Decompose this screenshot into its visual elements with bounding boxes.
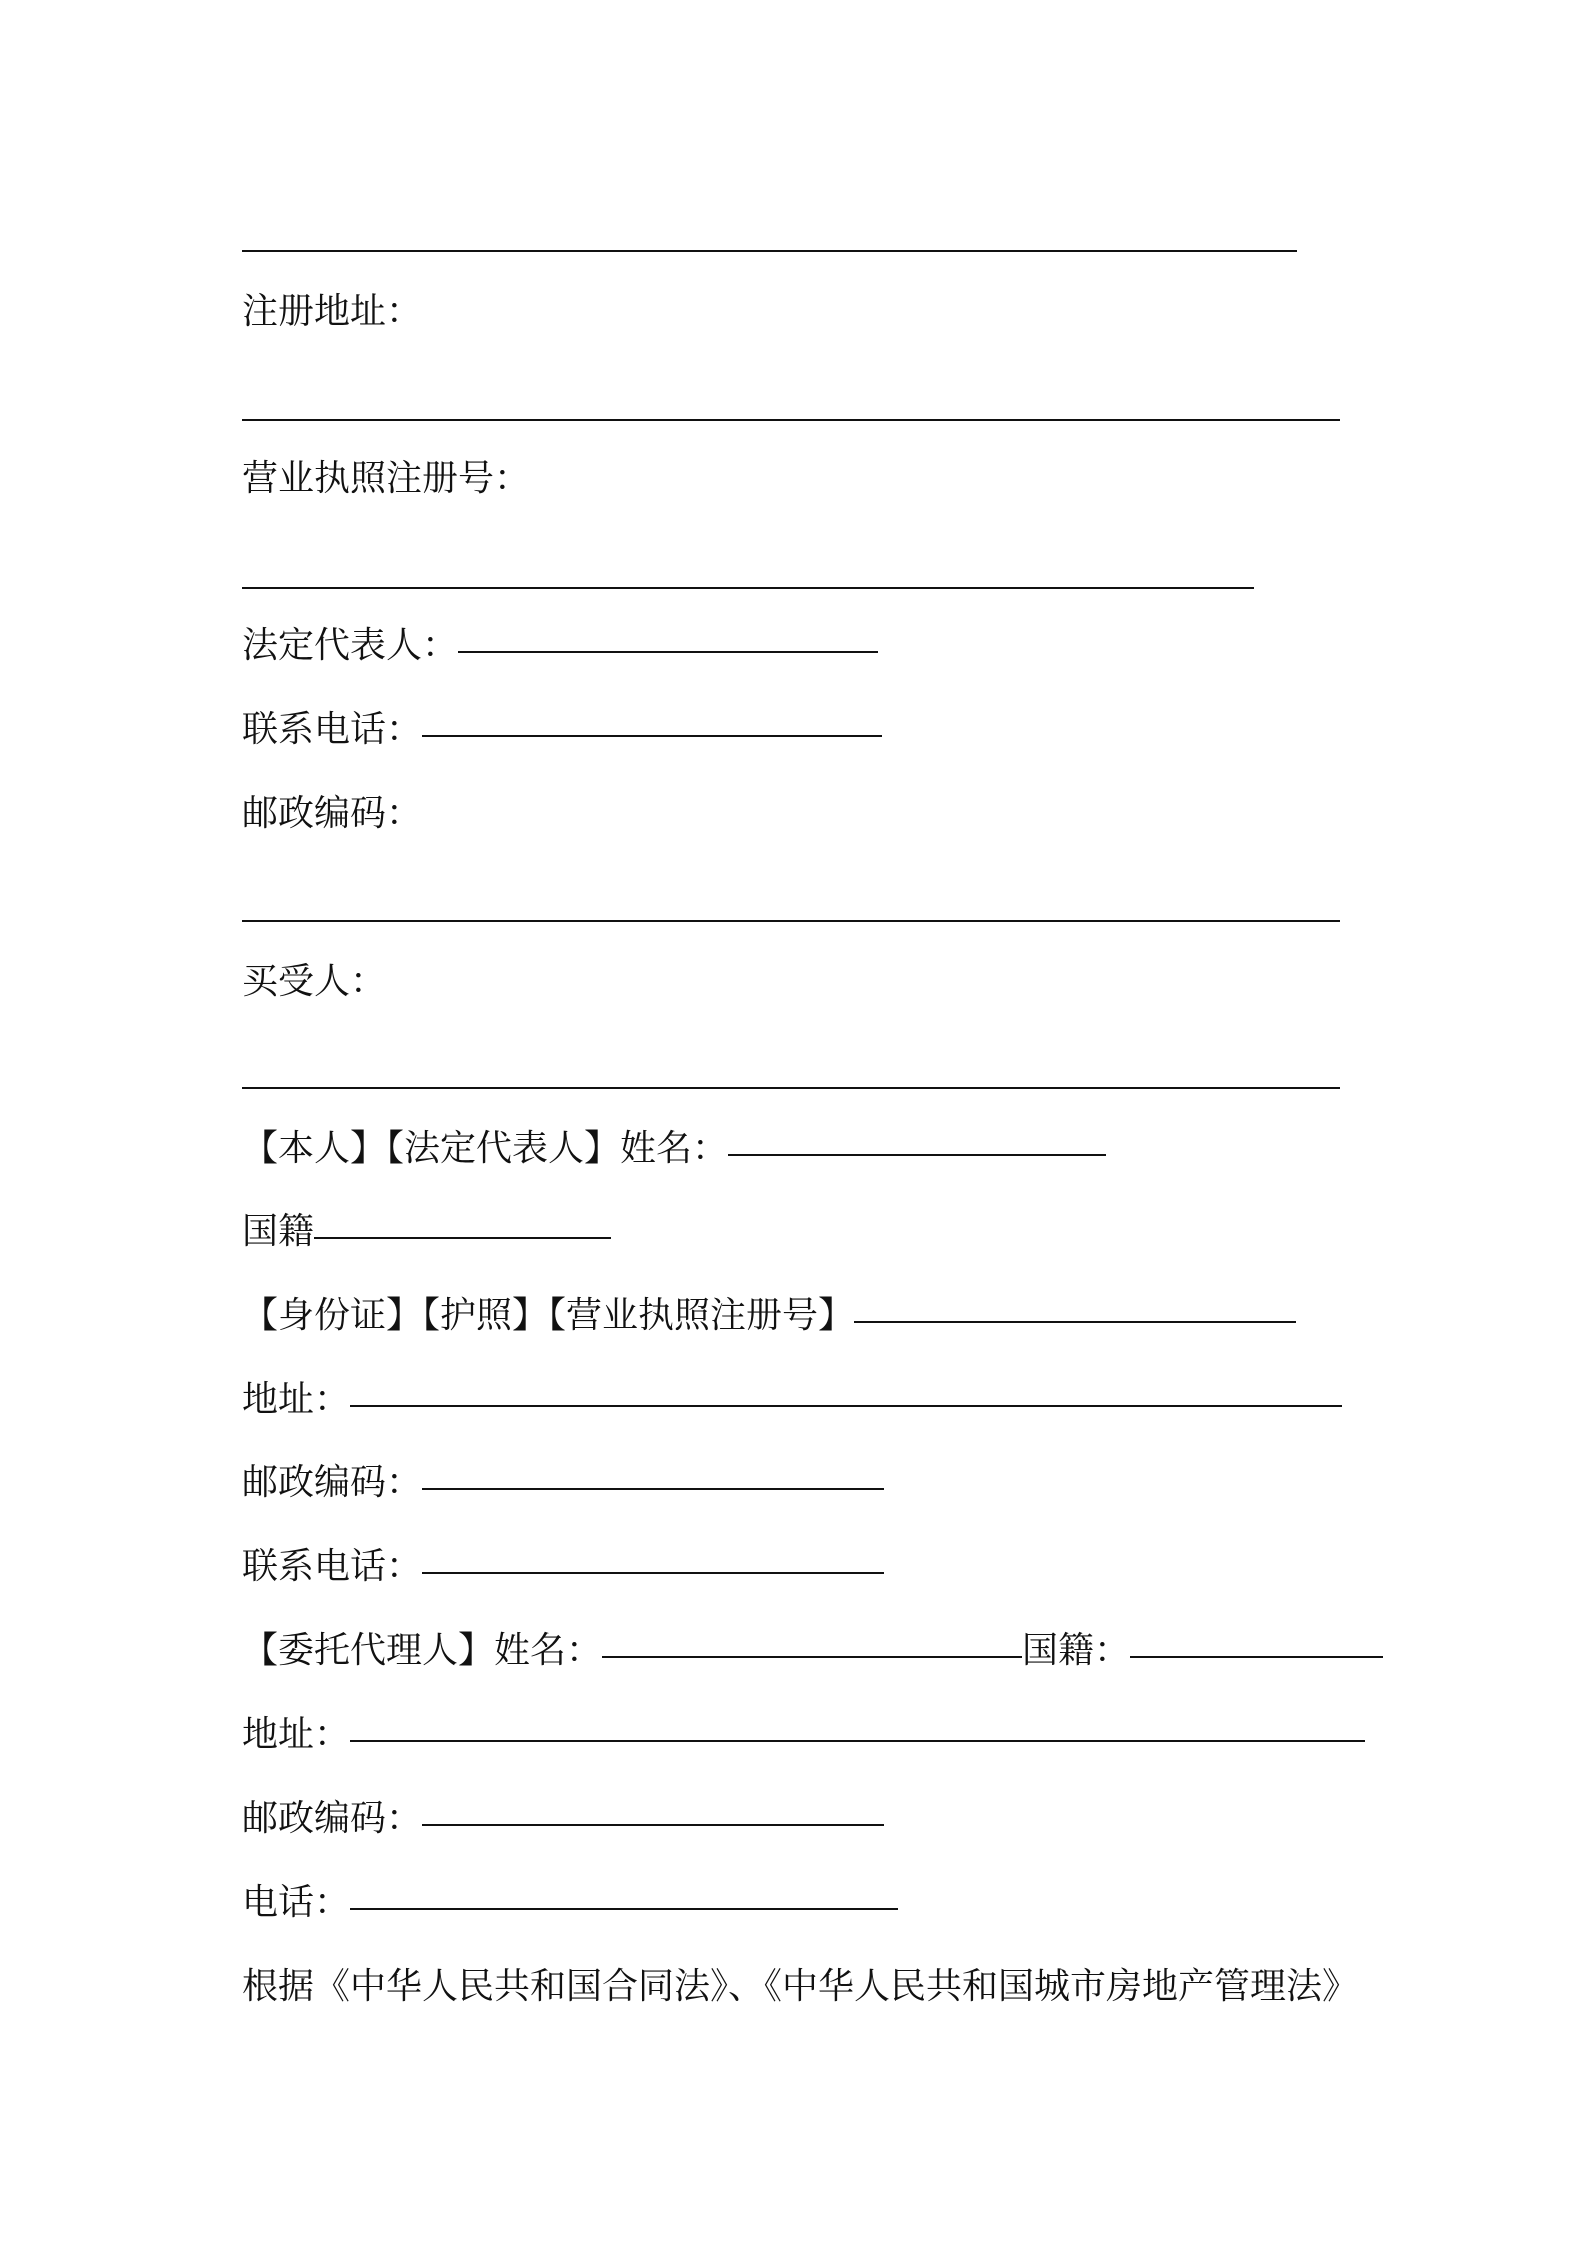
nationality-blank-2[interactable] <box>1130 1656 1383 1658</box>
person-name-row <box>242 1125 1106 1173</box>
person-name-label: 【本人】【法定代表人】姓名： <box>242 1128 729 1169</box>
postal-code-row-1 <box>242 790 422 838</box>
agent-row <box>242 1627 1383 1675</box>
postal-code-row-2 <box>242 1459 884 1507</box>
agent-name-blank[interactable] <box>602 1656 1022 1658</box>
blank-line-top[interactable] <box>242 250 1297 252</box>
postal-code-label-1: 邮政编码： <box>242 793 423 834</box>
contact-phone-blank-2[interactable] <box>422 1572 884 1574</box>
postal-code-label-3: 邮政编码： <box>242 1798 423 1839</box>
postal-code-row-3 <box>242 1795 884 1843</box>
basis-text: 根据《中华人民共和国合同法》、《中华人民共和国城市房地产管理法》 <box>242 1966 1359 2007</box>
postal-code-blank-2[interactable] <box>422 1488 884 1490</box>
business-license-row <box>242 455 530 503</box>
registered-address-row <box>242 288 422 336</box>
legal-representative-row <box>242 622 878 670</box>
phone-label: 电话： <box>242 1882 351 1923</box>
legal-representative-blank[interactable] <box>458 651 878 653</box>
address-row-1 <box>242 1376 1342 1424</box>
nationality-blank-1[interactable] <box>314 1237 611 1239</box>
contact-phone-blank-1[interactable] <box>422 735 882 737</box>
basis-row <box>242 1963 1358 2011</box>
nationality-row-1 <box>242 1208 611 1256</box>
buyer-blank[interactable] <box>242 1087 1340 1089</box>
address-label-2: 地址： <box>242 1714 351 1755</box>
postal-code-blank-1[interactable] <box>242 920 1340 922</box>
address-row-2 <box>242 1711 1365 1759</box>
legal-representative-label: 法定代表人： <box>242 625 459 666</box>
address-blank-2[interactable] <box>350 1740 1365 1742</box>
person-name-blank[interactable] <box>728 1154 1106 1156</box>
nationality-label-2: 国籍： <box>1022 1630 1131 1671</box>
buyer-label: 买受人： <box>242 961 387 1002</box>
postal-code-label-2: 邮政编码： <box>242 1462 423 1503</box>
contact-phone-label-2: 联系电话： <box>242 1546 423 1587</box>
business-license-blank[interactable] <box>242 587 1254 589</box>
buyer-row <box>242 958 386 1006</box>
contact-phone-row-2 <box>242 1543 884 1591</box>
address-blank-1[interactable] <box>350 1405 1342 1407</box>
phone-row <box>242 1879 898 1927</box>
id-type-row <box>242 1292 1296 1340</box>
registered-address-blank[interactable] <box>242 419 1340 421</box>
postal-code-blank-3[interactable] <box>422 1824 884 1826</box>
phone-blank[interactable] <box>350 1908 898 1910</box>
contact-phone-row-1 <box>242 706 882 754</box>
agent-name-label: 【委托代理人】姓名： <box>242 1630 603 1671</box>
registered-address-label: 注册地址： <box>242 291 423 332</box>
id-type-label: 【身份证】【护照】【营业执照注册号】 <box>242 1295 855 1336</box>
nationality-label-1: 国籍 <box>242 1211 315 1252</box>
address-label-1: 地址： <box>242 1379 351 1420</box>
business-license-label: 营业执照注册号： <box>242 458 531 499</box>
contact-phone-label-1: 联系电话： <box>242 709 423 750</box>
id-number-blank[interactable] <box>854 1321 1296 1323</box>
